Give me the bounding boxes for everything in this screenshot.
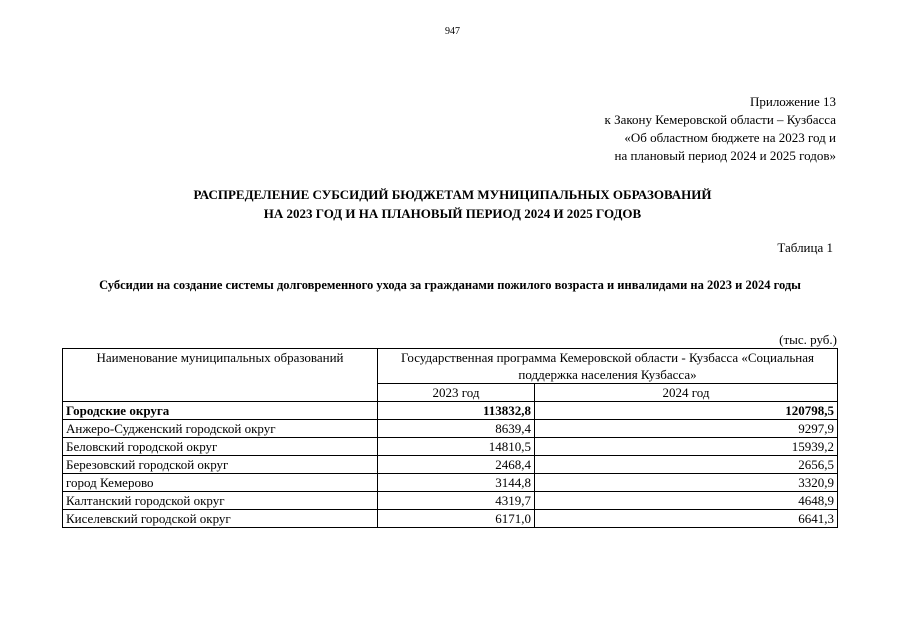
page-number: 947: [445, 26, 460, 37]
row-value-2023: 14810,5: [378, 438, 535, 456]
row-value-2023: 6171,0: [378, 510, 535, 528]
row-name: Калтанский городской округ: [63, 492, 378, 510]
row-name: Киселевский городской округ: [63, 510, 378, 528]
row-value-2024: 120798,5: [535, 402, 838, 420]
table-subtitle: Субсидии на создание системы долговременного ухода за гражданами пожилого возраста и инвалидами на 2023 и 2024 годы: [99, 278, 801, 292]
appendix-line-1: Приложение 13: [749, 94, 836, 109]
row-value-2024: 4648,9: [535, 492, 838, 510]
table-row: [63, 474, 838, 492]
row-value-2024: 3320,9: [535, 474, 838, 492]
table-row: [63, 510, 838, 528]
header-program: Государственная программа Кемеровской области - Кузбасса «Социальная поддержка населения Кузбасса»: [378, 349, 838, 384]
row-name: Городские округа: [63, 402, 378, 420]
row-value-2024: 15939,2: [535, 438, 838, 456]
appendix-line-2: к Закону Кемеровской области – Кузбасса: [604, 112, 836, 127]
row-value-2023: 4319,7: [378, 492, 535, 510]
appendix-block: [605, 93, 837, 165]
header-name: Наименование муниципальных образований: [63, 349, 378, 402]
appendix-line-3: «Об областном бюджете на 2023 год и: [624, 130, 836, 145]
row-name: Беловский городской округ: [63, 438, 378, 456]
table-row: [63, 456, 838, 474]
row-name: Анжеро-Судженский городской округ: [63, 420, 378, 438]
table-label: Таблица 1: [777, 240, 833, 255]
table-row: [63, 438, 838, 456]
row-name: город Кемерово: [63, 474, 378, 492]
table-row: [63, 420, 838, 438]
row-value-2023: 8639,4: [378, 420, 535, 438]
header-year-2024: 2024 год: [535, 384, 838, 402]
table-row: [63, 492, 838, 510]
appendix-line-4: на плановый период 2024 и 2025 годов»: [614, 148, 836, 163]
row-value-2023: 2468,4: [378, 456, 535, 474]
row-value-2024: 2656,5: [535, 456, 838, 474]
row-name: Березовский городской округ: [63, 456, 378, 474]
row-value-2023: 3144,8: [378, 474, 535, 492]
units-label: (тыс. руб.): [779, 332, 837, 347]
document-title-line-1: РАСПРЕДЕЛЕНИЕ СУБСИДИЙ БЮДЖЕТАМ МУНИЦИПАЛЬНЫХ ОБРАЗОВАНИЙ: [193, 187, 712, 202]
header-year-2023: 2023 год: [378, 384, 535, 402]
document-title-line-2: НА 2023 ГОД И НА ПЛАНОВЫЙ ПЕРИОД 2024 И 2025 ГОДОВ: [263, 206, 642, 221]
table-header-row: [63, 349, 838, 384]
row-value-2024: 6641,3: [535, 510, 838, 528]
row-value-2024: 9297,9: [535, 420, 838, 438]
row-value-2023: 113832,8: [378, 402, 535, 420]
table-row-total: [63, 402, 838, 420]
subsidy-table: [62, 348, 838, 528]
document-title: [0, 185, 905, 223]
